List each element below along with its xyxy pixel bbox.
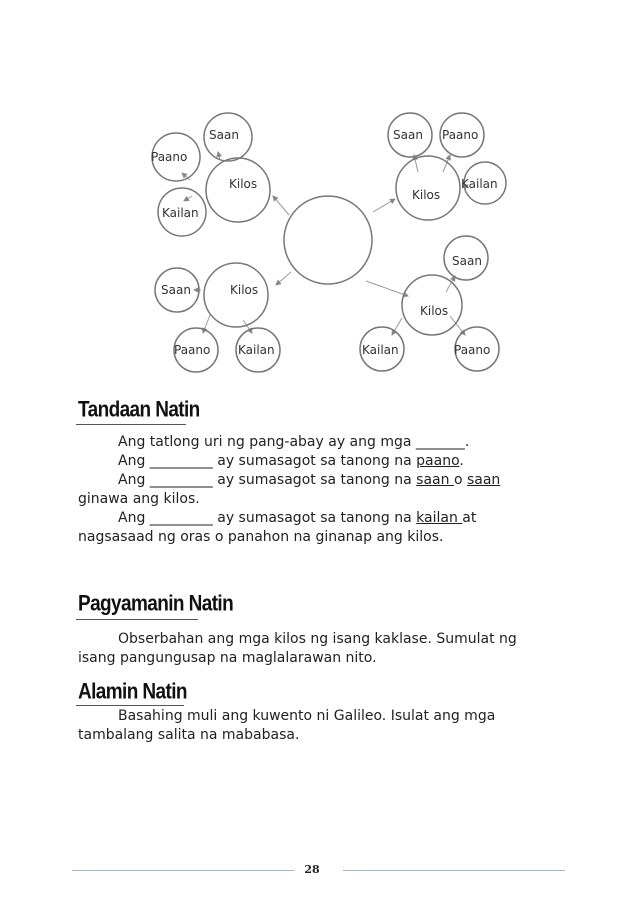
word-web-diagram bbox=[0, 0, 638, 400]
tandaan-line-2: Ang _________ ay sumasagot sa tanong na paano. bbox=[118, 453, 464, 469]
saan-label: Saan bbox=[209, 128, 239, 142]
center-circle bbox=[284, 196, 372, 284]
kailan-label: Kailan bbox=[238, 343, 275, 357]
tandaan-line-3-cont: ginawa ang kilos. bbox=[78, 491, 200, 507]
word-group-bottom-right bbox=[360, 236, 499, 371]
tandaan-line-4: Ang _________ ay sumasagot sa tanong na kailan at bbox=[118, 510, 477, 526]
heading-underline bbox=[76, 705, 184, 706]
heading-underline bbox=[76, 619, 198, 620]
kilos-label: Kilos bbox=[420, 304, 449, 318]
tandaan-line-4-cont: nagsasaad ng oras o panahon na ginanap ang kilos. bbox=[78, 529, 444, 545]
tandaan-line-1: Ang tatlong uri ng pang-abay ay ang mga _______. bbox=[118, 434, 470, 450]
saan-label: Saan bbox=[393, 128, 423, 142]
word-group-top-left bbox=[151, 113, 270, 236]
footer-line-right bbox=[343, 870, 565, 871]
tandaan-line-3: Ang _________ ay sumasagot sa tanong na saan o saan bbox=[118, 472, 501, 488]
word-group-bottom-left bbox=[155, 263, 280, 372]
alamin-line-1: Basahing muli ang kuwento ni Galileo. Isulat ang mga bbox=[118, 708, 496, 724]
kilos-label: Kilos bbox=[229, 177, 258, 191]
saan-label: Saan bbox=[161, 283, 191, 297]
paano-label: Paano bbox=[151, 150, 188, 164]
pagyamanin-heading: Pagyamanin Natin bbox=[78, 592, 234, 617]
page-number: 28 bbox=[304, 863, 320, 876]
kailan-label: Kailan bbox=[362, 343, 399, 357]
kailan-label: Kailan bbox=[461, 177, 498, 191]
kailan-label: Kailan bbox=[162, 206, 199, 220]
word-group-top-right bbox=[388, 113, 506, 220]
footer-line-left bbox=[72, 870, 294, 871]
tandaan-heading: Tandaan Natin bbox=[78, 398, 200, 423]
saan-label: Saan bbox=[452, 254, 482, 268]
heading-underline bbox=[76, 424, 186, 425]
paano-label: Paano bbox=[442, 128, 479, 142]
kilos-label: Kilos bbox=[230, 283, 259, 297]
pagyamanin-line-1: Obserbahan ang mga kilos ng isang kaklase. Sumulat ng bbox=[118, 631, 517, 647]
alamin-heading: Alamin Natin bbox=[78, 680, 187, 705]
paano-label: Paano bbox=[454, 343, 491, 357]
pagyamanin-line-2: isang pangungusap na maglalarawan nito. bbox=[78, 650, 377, 666]
paano-label: Paano bbox=[174, 343, 211, 357]
kilos-label: Kilos bbox=[412, 188, 441, 202]
alamin-line-2: tambalang salita na mababasa. bbox=[78, 727, 300, 743]
